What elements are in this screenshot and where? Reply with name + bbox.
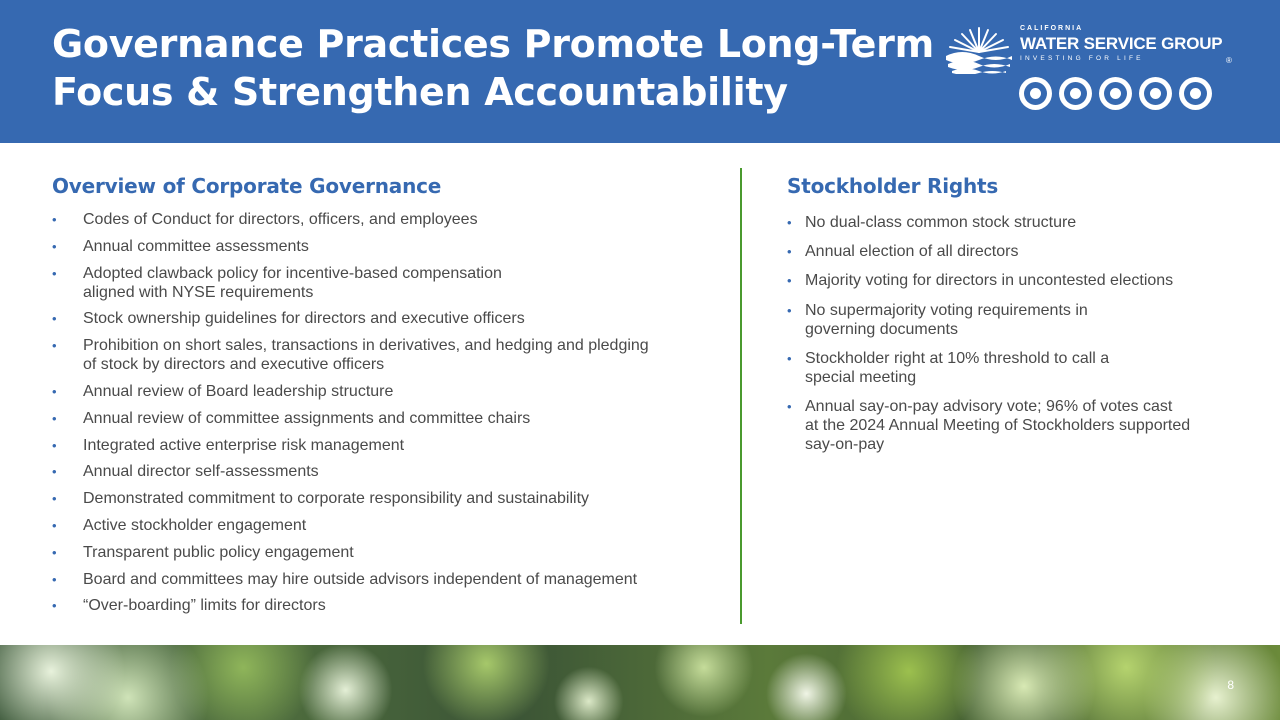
list-item — [787, 397, 1247, 454]
bullet-icon: • — [787, 215, 792, 230]
footer-foliage-image — [0, 645, 1280, 720]
list-item-text: Active stockholder engagement — [83, 516, 307, 534]
logo-name: WATER SERVICE GROUP — [1020, 34, 1223, 53]
bullet-icon: • — [787, 398, 792, 414]
list-item — [52, 570, 722, 589]
registered-mark: ® — [1226, 56, 1232, 65]
list-item-text: Stockholder right at 10% threshold to call a — [805, 349, 1110, 367]
list-item-text: governing documents — [805, 320, 958, 338]
bullet-icon: • — [52, 464, 57, 480]
subsidiary-seals — [1019, 77, 1212, 110]
corporate-governance-heading: Overview of Corporate Governance — [52, 174, 442, 198]
list-item-text: Annual review of Board leadership structure — [83, 382, 394, 400]
list-item — [787, 213, 1247, 232]
list-item-text: aligned with NYSE requirements — [83, 283, 314, 301]
company-logo — [944, 24, 1244, 119]
list-item — [52, 489, 722, 508]
list-item-text: Annual director self-assessments — [83, 463, 319, 481]
list-item — [52, 264, 722, 302]
list-item — [787, 349, 1247, 387]
page-number: 8 — [1227, 678, 1234, 692]
list-item — [787, 242, 1247, 261]
bullet-icon: • — [52, 517, 57, 533]
stockholder-rights-section — [787, 172, 1247, 464]
bullet-icon: • — [787, 244, 792, 260]
bullet-icon: • — [52, 544, 57, 560]
list-item — [787, 301, 1247, 339]
bullet-icon: • — [52, 212, 57, 227]
list-item-text: Majority voting for directors in uncontested elections — [805, 272, 1174, 290]
bullet-icon: • — [52, 491, 57, 507]
hawaii-seal-icon — [1059, 77, 1092, 110]
washington-seal-icon — [1179, 77, 1212, 110]
list-item-text: special meeting — [805, 368, 917, 386]
corporate-governance-list — [52, 210, 722, 615]
bullet-icon: • — [52, 311, 57, 327]
bullet-icon: • — [52, 265, 57, 281]
list-item-text: Annual committee assessments — [83, 237, 309, 255]
list-item-text: Annual say-on-pay advisory vote; 96% of votes cast — [805, 397, 1173, 415]
texas-seal-icon — [1139, 77, 1172, 110]
logo-small-text: CALIFORNIA — [1020, 25, 1084, 32]
list-item-text: No dual-class common stock structure — [805, 214, 1077, 231]
list-item-text: say-on-pay — [805, 435, 885, 453]
bullet-icon: • — [52, 598, 57, 614]
bullet-icon: • — [52, 238, 57, 254]
slide-header — [0, 0, 1280, 143]
list-item — [52, 462, 722, 481]
bullet-icon: • — [52, 338, 57, 354]
list-item — [52, 210, 722, 229]
list-item-text: Annual election of all directors — [805, 243, 1019, 261]
list-item-text: Integrated active enterprise risk management — [83, 436, 405, 454]
list-item-text: Stock ownership guidelines for directors and executive officers — [83, 310, 525, 328]
list-item — [52, 436, 722, 455]
slide-title-line-1: Governance Practices Promote Long-Term — [52, 22, 934, 66]
list-item-text: Demonstrated commitment to corporate responsibility and sustainability — [83, 490, 590, 508]
california-seal-icon — [1019, 77, 1052, 110]
logo-tagline: INVESTING FOR LIFE — [1020, 55, 1144, 62]
list-item — [52, 336, 722, 374]
list-item-text: “Over-boarding” limits for directors — [83, 597, 326, 615]
new-mexico-seal-icon — [1099, 77, 1132, 110]
list-item-text: Transparent public policy engagement — [83, 543, 354, 561]
list-item-text: Annual review of committee assignments and committee chairs — [83, 409, 531, 427]
list-item — [52, 596, 722, 615]
list-item — [52, 516, 722, 535]
list-item-text: No supermajority voting requirements in — [805, 301, 1088, 319]
bullet-icon: • — [52, 383, 57, 399]
list-item-text: Prohibition on short sales, transactions in derivatives, and hedging and pledging — [83, 337, 649, 355]
list-item-text: Board and committees may hire outside advisors independent of management — [83, 570, 638, 588]
column-divider — [740, 168, 742, 624]
list-item-text: Codes of Conduct for directors, officers, and employees — [83, 211, 478, 228]
stockholder-rights-list — [787, 213, 1247, 454]
list-item-text: Adopted clawback policy for incentive-based compensation — [83, 264, 502, 282]
slide-title — [52, 20, 932, 116]
logo-wordmark — [1020, 24, 1222, 64]
list-item — [787, 271, 1247, 290]
slide-title-line-2: Focus & Strengthen Accountability — [52, 70, 788, 114]
list-item — [52, 309, 722, 328]
bullet-icon: • — [52, 437, 57, 453]
list-item-text: at the 2024 Annual Meeting of Stockholders supported — [805, 416, 1191, 434]
bullet-icon: • — [52, 410, 57, 426]
list-item-text: of stock by directors and executive officers — [83, 356, 385, 374]
list-item — [52, 382, 722, 401]
list-item — [52, 237, 722, 256]
bullet-icon: • — [787, 273, 792, 289]
bullet-icon: • — [787, 302, 792, 318]
sun-wave-logo-icon — [944, 26, 1014, 74]
list-item — [52, 543, 722, 562]
corporate-governance-section — [52, 172, 722, 623]
bullet-icon: • — [787, 350, 792, 366]
stockholder-rights-heading: Stockholder Rights — [787, 174, 999, 198]
bullet-icon: • — [52, 571, 57, 587]
list-item — [52, 409, 722, 428]
